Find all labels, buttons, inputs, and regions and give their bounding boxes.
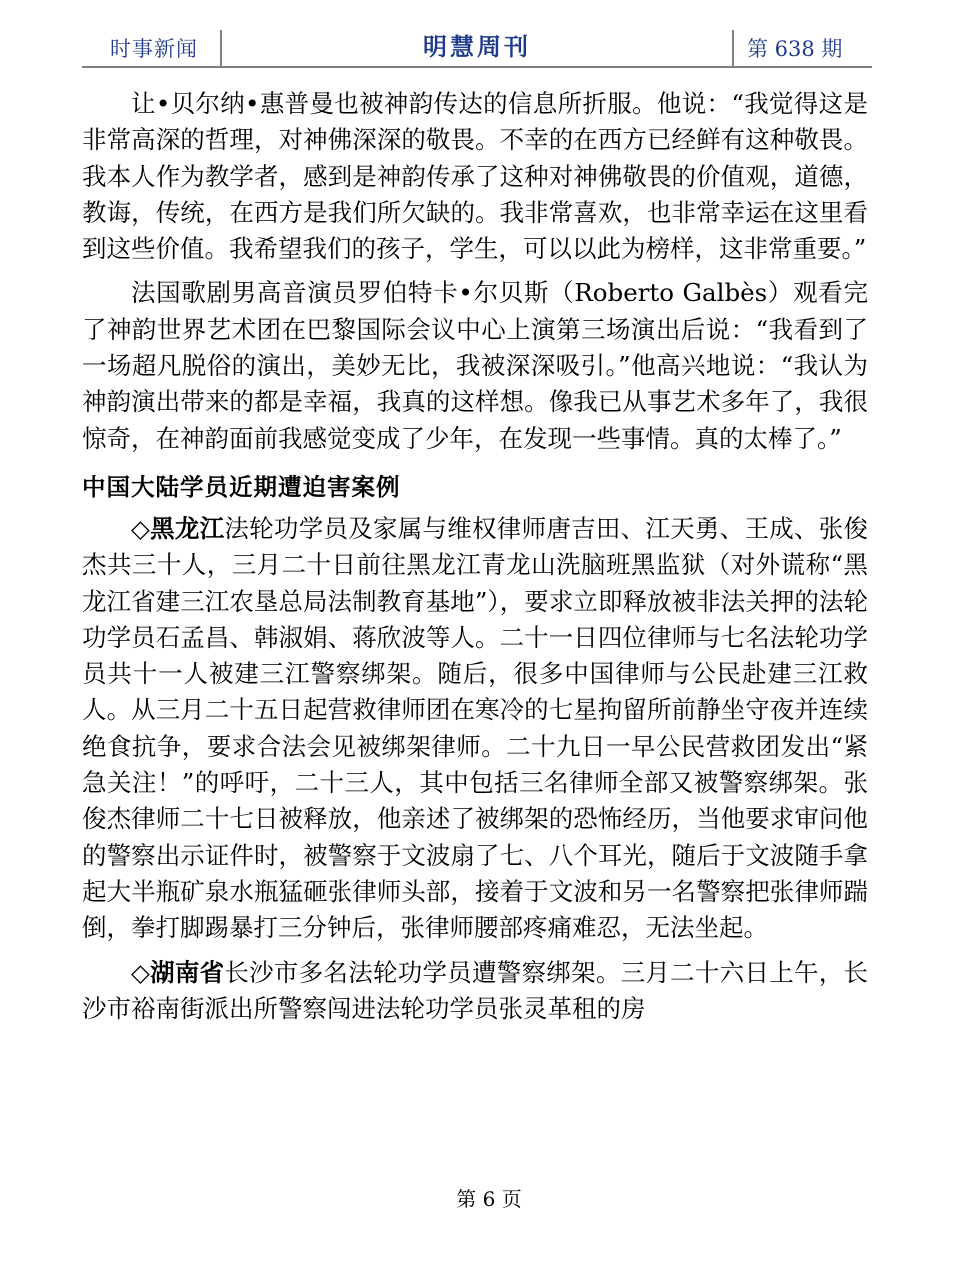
header-divider-right	[732, 30, 734, 66]
case-item	[82, 955, 868, 1028]
header-issue-number: 第 638 期	[747, 37, 843, 61]
case-item	[82, 511, 868, 947]
article-body	[82, 86, 868, 1027]
diamond-bullet-icon: ◇	[131, 513, 150, 543]
case-region: 湖南省	[149, 957, 225, 987]
header-section-label: 时事新闻	[110, 37, 198, 61]
case-region: 黑龙江	[149, 513, 225, 543]
paragraph-quote-huipuman: 让•贝尔纳•惠普曼也被神韵传达的信息所折服。他说：“我觉得这是非常高深的哲理，对神佛深深的敬畏。不幸的在西方已经鲜有这种敬畏。我本人作为教学者，感到是神韵传承了这种对神佛敬畏的价值观，道德，教诲，传统，在西方是我们所欠缺的。我非常喜欢，也非常幸运在这里看到这些价值。我希望我们的孩子，学生，可以以此为榜样，这非常重要。”	[82, 89, 868, 264]
page-header	[82, 24, 872, 68]
case-text: 长沙市多名法轮功学员遭警察绑架。三月二十六日上午，长沙市裕南街派出所警察闯进法轮功学员张灵革租的房	[82, 957, 869, 1023]
section-heading: 中国大陆学员近期遭迫害案例	[82, 472, 401, 501]
page-number: 第 6 页	[456, 1187, 522, 1211]
paragraph-quote-galbes: 法国歌剧男高音演员罗伯特卡•尔贝斯（Roberto Galbès）观看完了神韵世界艺术团在巴黎国际会议中心上演第三场演出后说：“我看到了一场超凡脱俗的演出，美妙无比，我被深深吸引。”他高兴地说：“我认为神韵演出带来的都是幸福，我真的这样想。像我已从事艺术多年了，我很惊奇，在神韵面前我感觉变成了少年，在发现一些事情。真的太棒了。”	[82, 278, 868, 453]
case-text: 法轮功学员及家属与维权律师唐吉田、江天勇、王成、张俊杰共三十人，三月二十日前往黑龙江青龙山洗脑班黑监狱（对外谎称“黑龙江省建三江农垦总局法制教育基地”），要求立即释放被非法关押的法轮功学员石孟昌、韩淑娟、蒋欣波等人。二十一日四位律师与七名法轮功学员共十一人被建三江警察绑架。随后，很多中国律师与公民赴建三江救人。从三月二十五日起营救律师团在寒冷的七星拘留所前静坐守夜并连续绝食抗争，要求合法会见被绑架律师。二十九日一早公民营救团发出“紧急关注！”的呼吁，二十三人，其中包括三名律师全部又被警察绑架。张俊杰律师二十七日被释放，他亲述了被绑架的恐怖经历，当他要求审问他的警察出示证件时，被警察于文波扇了七、八个耳光，随后于文波随手拿起大半瓶矿泉水瓶猛砸张律师头部，接着于文波和另一名警察把张律师踹倒，拳打脚踢暴打三分钟后，张律师腰部疼痛难忍，无法坐起。	[82, 513, 869, 943]
header-publication-title: 明慧周刊	[423, 33, 531, 61]
header-rule	[82, 66, 872, 68]
diamond-bullet-icon: ◇	[131, 957, 150, 987]
